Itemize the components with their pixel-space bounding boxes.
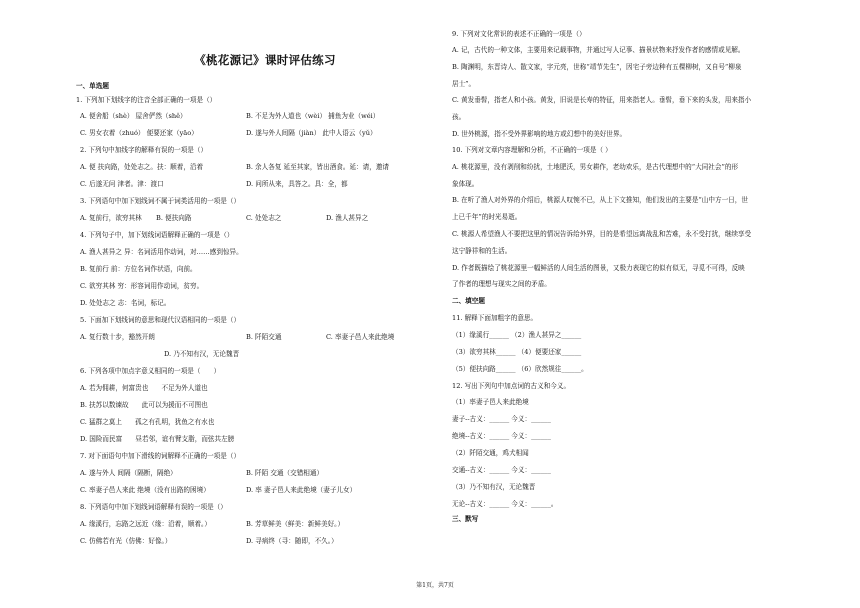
question-line: 孩。 [452,113,466,121]
question-line: C. 率妻子邑人来此 绝境（没有出路的困境） [80,486,210,494]
question-line: C. 桃源人希望渔人不要把这里的情况告诉给外界，目的是希望远离战乱和苦难，永不受打扰，继续享受 [452,230,752,238]
question-line: 4. 下列句子中，加下划线词语解释正确的一项是（） [80,231,234,239]
question-line: 无论--古义：______ 今义：______。 [452,500,558,508]
question-line: 妻子--古义：______ 今义：______ [452,415,551,423]
question-line: 上已千年”的时光易逝。 [452,213,522,221]
question-line: D. 世外桃源，指不受外界影响的地方或幻想中的美好世界。 [452,130,627,138]
question-line: B. 便扶向路 [156,214,192,222]
question-line: A. 便 扶向路，处处志之。扶：顺着，沿着 [80,163,204,171]
question-line: B. 阡陌交通 [246,333,282,341]
question-line: C. 仿佛若有光（仿佛：好像。） [80,537,172,545]
question-line: 1. 下列加下划线字的注音全部正确的一项是（） [76,96,217,104]
question-line: 居士”。 [452,80,476,88]
question-line: D. 遂与外人间隔（jiàn） 此中人语云（yǔ） [246,129,377,137]
question-line: （2）阡陌交通，鸡犬相闻 [452,449,529,457]
question-line: B. 芳草鲜美（鲜美：新鲜美好。） [246,520,345,528]
section-heading: 三、默写 [452,515,479,523]
question-line: A. 便舍船（shè） 屋舍俨然（shě） [80,112,187,120]
question-line: A. 记，古代的一种文体，主要用来记载事物，并通过写人记事、描景状物来抒发作者的感情或见解。 [452,46,745,54]
question-line: D. 率 妻子邑人来此绝境（妻子儿女） [246,486,357,494]
question-line: D. 处处志之 志：名词，标记。 [80,299,171,307]
question-line: （3）欲穷其林______ （4）便要还家______ [452,348,582,356]
question-line: C. 黄发垂髫，指老人和小孩。黄发，旧说是长寿的特征，用来指老人。垂髫，垂下来的头发，用来指小 [452,96,752,104]
question-line: B. 阡陌 交通（交错相通） [246,469,324,477]
document-title: 《桃花源记》课时评估练习 [194,53,336,67]
section-heading: 一、单选题 [76,82,109,90]
question-line: B. 陶渊明，东晋诗人、散文家，字元亮，世称“靖节先生”，因宅子旁边种有五棵柳树，又自号“柳泉 [452,63,742,71]
question-line: C. 率妻子邑人来此绝境 [326,333,395,341]
question-line: D. 乃不知有汉，无论魏晋 [164,350,240,358]
question-line: 交通--古义：______ 今义：______ [452,466,551,474]
question-line: 象体现。 [452,180,479,188]
question-line: （3）乃不知有汉，无论魏晋 [452,483,536,491]
question-line: A. 复行数十步，豁然开朗 [80,333,155,341]
question-line: A. 缘溪行，忘路之远近（缘：沿着，顺着。） [80,520,211,528]
question-line: 10. 下列对文章内容理解和分析，不正确的一项是（ ） [452,146,612,154]
question-line: B. 余人各复 延至其家，皆出酒食。延：请，邀请 [246,163,390,171]
question-line: 2. 下列句中加线字的解释有误的一项是（） [80,146,208,154]
question-line: 了作者的理想与现实之间的矛盾。 [452,280,551,288]
question-line: 11. 解释下面加粗字的意思。 [452,314,538,322]
question-line: C. 猛群之莫上 孤之有孔明，犹鱼之有水也 [80,418,215,426]
question-line: 5. 下面加下划线词的意思和现代汉语相同的一项是（） [80,316,241,324]
question-line: 8. 下列语句中加下划线词语解释有误的一项是（） [80,503,227,511]
question-line: （1）缘溪行______ （2）渔人甚异之______ [452,331,582,339]
question-line: 这宁静祥和的生活。 [452,247,512,255]
question-line: D. 作者既描绘了桃花源里一幅鲜活的人间生活的图景，又极力表现它的似有似无，寻觅不可得，反映 [452,264,745,272]
question-line: 6. 下列各项中加点字意义相同的一项是（ ） [80,367,221,375]
question-line: A. 桃花源里，没有剥削和纷扰，土地肥沃，男女耕作，老幼欢乐，是古代理想中的“大同社会”的形 [452,163,739,171]
question-line: C. 后遂无问 津者。津：渡口 [80,180,164,188]
question-line: D. 寻病终（寻：随即，不久。） [246,537,338,545]
question-line: 12. 写出下列句中加点词的古义和今义。 [452,382,571,390]
question-line: B. 扶苏以数谏故 此可以为援而不可图也 [80,401,208,409]
question-line: C. 处处志之 [246,214,282,222]
section-heading: 二、填空题 [452,297,485,305]
page-footer: 第1页，共7页 [416,582,454,589]
question-line: （5）便扶向路______ （6）欣然规往______。 [452,365,588,373]
question-line: 3. 下列语句中加下划线词不属于词类活用的一项是（） [80,197,241,205]
question-line: B. 复前行 前：方位名词作状语，向前。 [80,265,197,273]
question-line: D. 渔人甚异之 [326,214,369,222]
question-line: D. 问所从来，具答之。具：全，都 [246,180,348,188]
question-line: A. 遂与外人 间隔（隔断，隔绝） [80,469,177,477]
question-line: D. 国险而民富 昼若邻，谊有臂支脂，而弦共左膀 [80,435,235,443]
question-line: A. 渔人甚异之 异：名词活用作动词，对……感到惊异。 [80,248,243,256]
question-line: A. 复前行，欲穷其林 [80,214,142,222]
question-line: （1）率妻子邑人来此绝境 [452,398,529,406]
question-line: 7. 对下面语句中加下滑线的词解释不正确的一项是（） [80,452,241,460]
question-line: A. 若为佣耕，何富贵也 不足为外人道也 [80,384,208,392]
question-line: C. 男女衣着（zhuó） 便要还家（yāo） [80,129,198,137]
question-line: 绝境--古义：______ 今义：______ [452,432,551,440]
question-line: 9. 下列对文化常识的表述不正确的一项是（） [452,30,586,38]
question-line: B. 在听了渔人对外界的介绍后，桃源人叹惋不已，从上下文推知，他们发出的主要是“山中方一日，世 [452,196,748,204]
question-line: B. 不足为外人道也（wèi） 捕鱼为业（wéi） [246,112,380,120]
question-line: C. 欲穷其林 穷：形容词用作动词，贫穷。 [80,282,204,290]
